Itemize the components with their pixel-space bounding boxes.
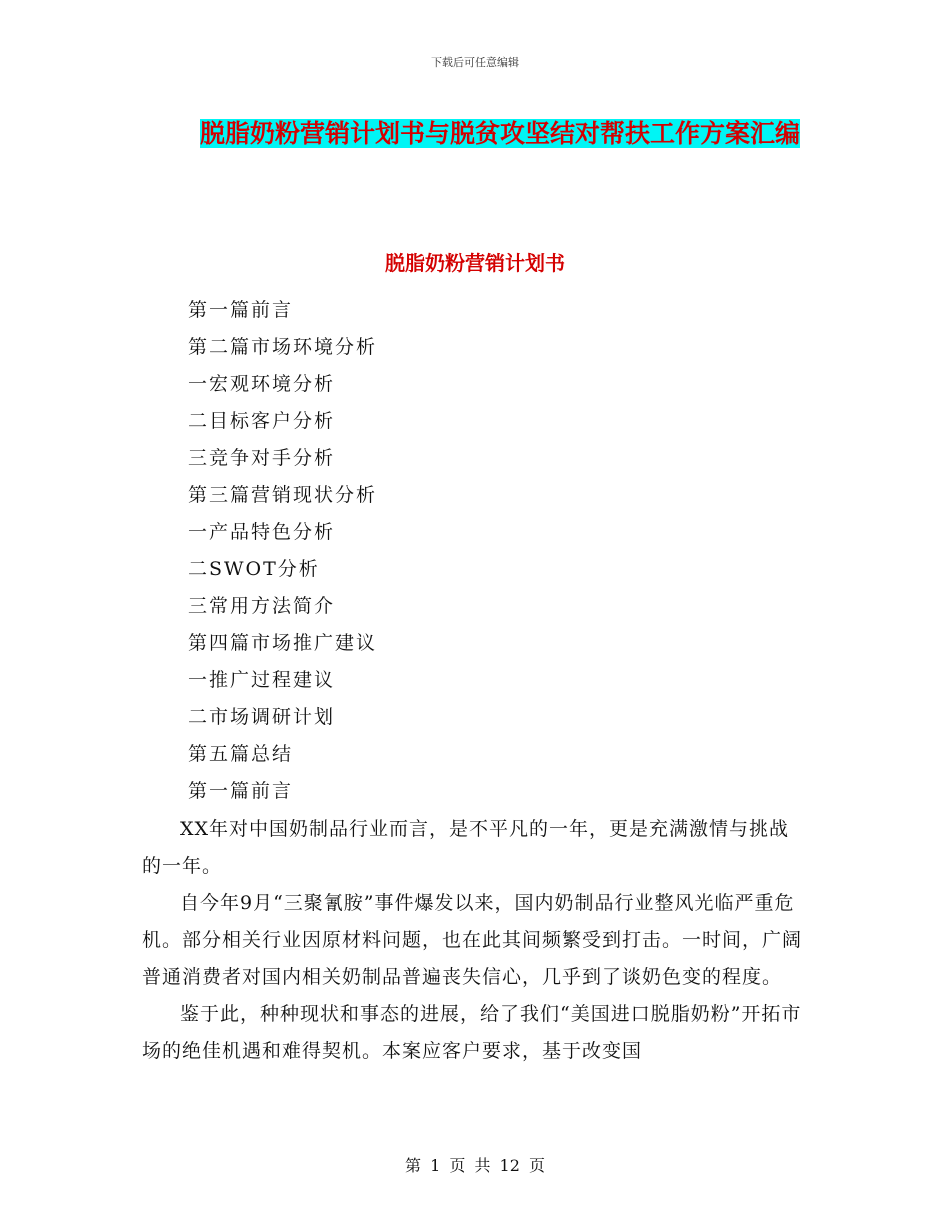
toc-item: 三常用方法简介 xyxy=(188,595,336,617)
document-title xyxy=(190,112,810,156)
toc-item: 一产品特色分析 xyxy=(188,521,336,543)
toc-item: 二目标客户分析 xyxy=(188,410,336,432)
toc-item: 第三篇营销现状分析 xyxy=(188,484,378,506)
toc-item: 一宏观环境分析 xyxy=(188,373,336,395)
page-number-footer: 第 1 页 共 12 页 xyxy=(405,1156,545,1175)
toc-item: 二市场调研计划 xyxy=(188,706,336,728)
toc-item: 第四篇市场推广建议 xyxy=(188,632,378,654)
paragraph: 自今年9月“三聚氰胺”事件爆发以来，国内奶制品行业整风光临严重危机。部分相关行业因原材料问题，也在此其间频繁受到打击。一时间，广阔普通消费者对国内相关奶制品普遍丧失信心，几乎到了谈奶色变的程度。 xyxy=(142,892,803,988)
toc-item: 第一篇前言 xyxy=(188,780,294,802)
toc-item: 三竞争对手分析 xyxy=(188,447,336,469)
toc-item: 第五篇总结 xyxy=(188,743,294,765)
header-note: 下载后可任意编辑 xyxy=(431,56,519,69)
document-title-text: 脱脂奶粉营销计划书与脱贫攻坚结对帮扶工作方案汇编 xyxy=(199,119,800,148)
toc-item: 一推广过程建议 xyxy=(188,669,336,691)
section-title: 脱脂奶粉营销计划书 xyxy=(385,251,565,275)
paragraph: 鉴于此，种种现状和事态的进展，给了我们“美国进口脱脂奶粉”开拓市场的绝佳机遇和难得契机。本案应客户要求，基于改变国 xyxy=(142,1003,802,1062)
table-of-contents xyxy=(188,292,377,810)
paragraph: XX年对中国奶制品行业而言，是不平凡的一年，更是充满激情与挑战的一年。 xyxy=(142,818,790,877)
toc-item: 第一篇前言 xyxy=(188,299,294,321)
toc-item: 第二篇市场环境分析 xyxy=(188,336,378,358)
toc-item: 二SWOT分析 xyxy=(188,558,320,580)
body-text xyxy=(142,811,807,1070)
